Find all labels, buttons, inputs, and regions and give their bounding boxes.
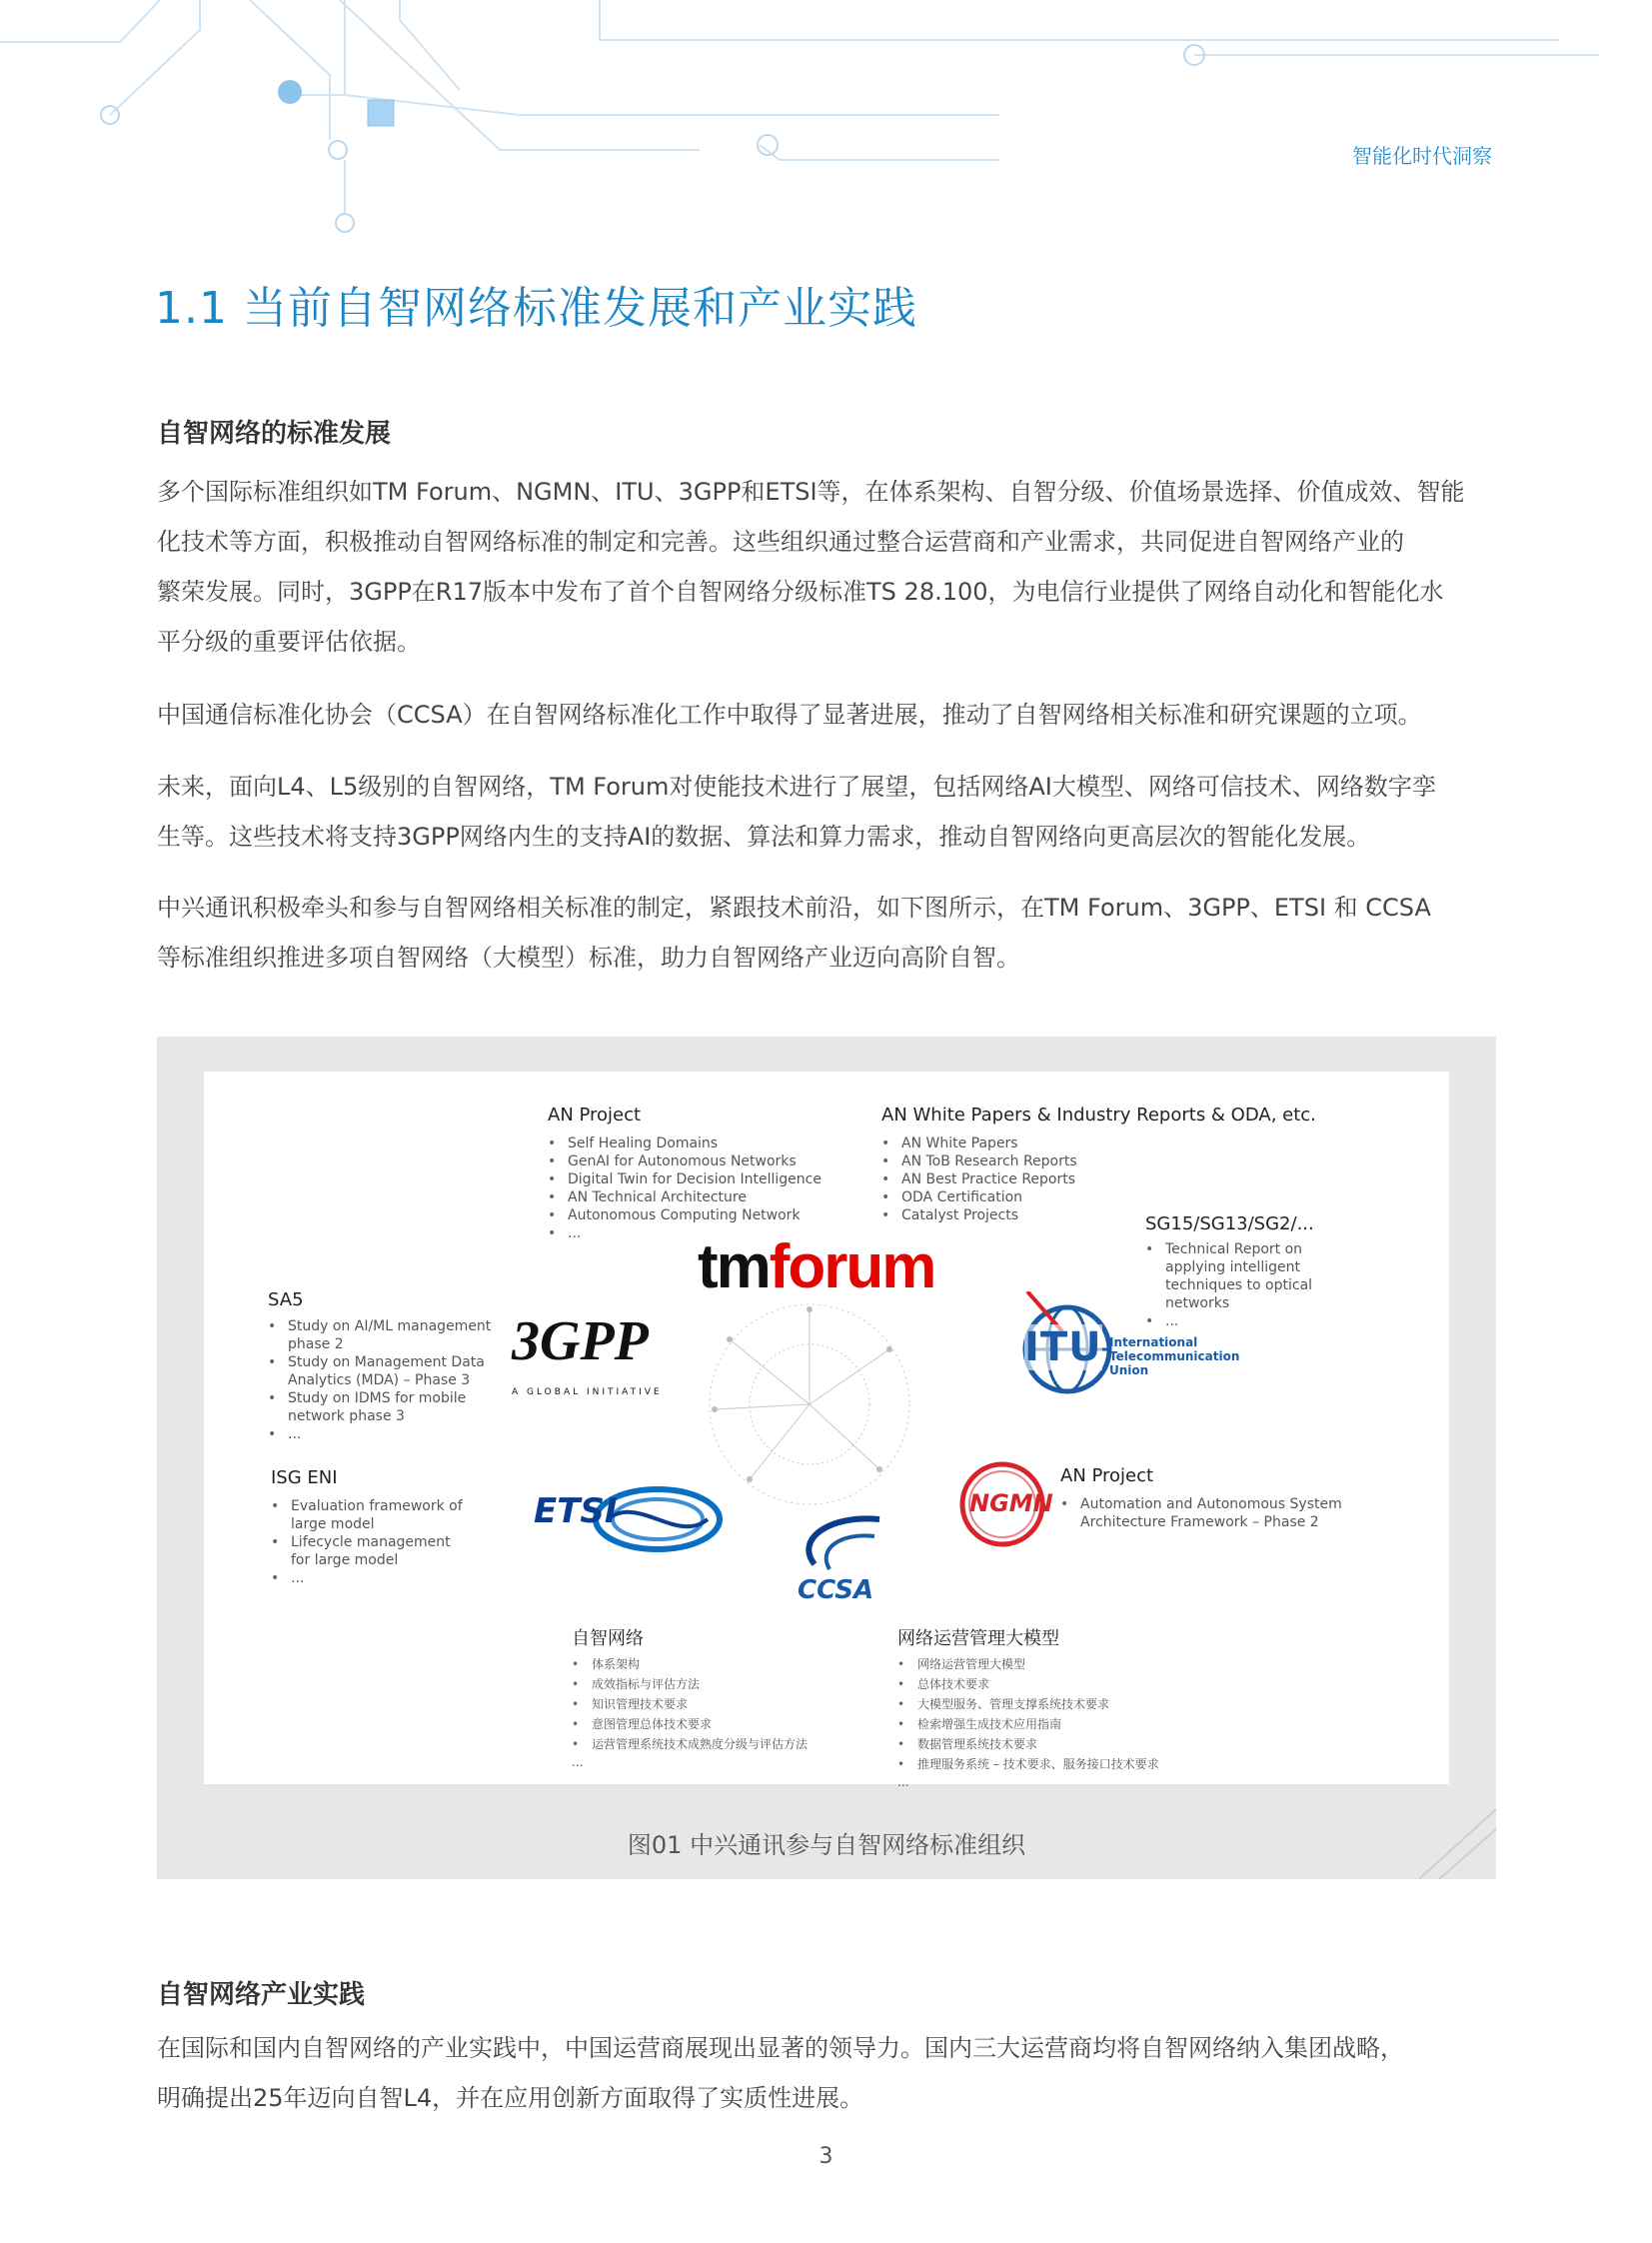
list-item: • ...: [548, 1224, 822, 1242]
list-item: • Digital Twin for Decision Intelligence: [548, 1170, 822, 1188]
text-line: 繁荣发展。同时，3GPP在R17版本中发布了首个自智网络分级标准TS 28.100，为电信行业提供了网络自动化和智能化水: [157, 578, 1444, 606]
list-item: • ODA Certification: [881, 1188, 1077, 1206]
ccsa-an-title: 自智网络: [572, 1628, 644, 1649]
list-item: • 推理服务系统 – 技术要求、服务接口技术要求: [897, 1754, 1159, 1774]
text-line: Union: [1109, 1363, 1149, 1377]
itu-logo-text: ITU: [1024, 1324, 1102, 1370]
section-title: 1.1 当前自智网络标准发展和产业实践: [155, 283, 917, 334]
circuit-node: [329, 141, 347, 159]
ccsa-llm-title: 网络运营管理大模型: [897, 1628, 1059, 1649]
ngmn-logo-text: NGMN: [969, 1489, 1053, 1517]
tmf-project-title: AN Project: [548, 1105, 642, 1125]
3gpp-tagline: A GLOBAL INITIATIVE: [512, 1387, 663, 1397]
itu-full-name: [1109, 1335, 1239, 1377]
list-item: • AN Best Practice Reports: [881, 1170, 1077, 1188]
list-item: • 运营管理系统技术成熟度分级与评估方法: [572, 1734, 808, 1754]
tmf-project-list: [548, 1134, 822, 1242]
text-line: 明确提出25年迈向自智L4，并在应用创新方面取得了实质性进展。: [157, 2084, 864, 2112]
list-item: • ...: [1145, 1312, 1325, 1330]
list-item: • 知识管理技术要求: [572, 1694, 808, 1714]
list-item: • 大模型服务、管理支撑系统技术要求: [897, 1694, 1159, 1714]
list-item: • AN White Papers: [881, 1134, 1077, 1152]
practice-paragraph: [157, 2023, 1496, 2123]
list-item: • Study on IDMS for mobile network phase 3: [268, 1389, 498, 1425]
ngmn-project-title: AN Project: [1060, 1465, 1154, 1486]
tmf-papers-list: [881, 1134, 1077, 1224]
tmf-papers-title: AN White Papers & Industry Reports & ODA, etc.: [881, 1105, 1316, 1125]
list-item: • ...: [268, 1425, 498, 1443]
eni-title: ISG ENI: [271, 1467, 338, 1488]
list-item: • Autonomous Computing Network: [548, 1206, 822, 1224]
list-item: • Catalyst Projects: [881, 1206, 1077, 1224]
list-item: • 体系架构: [572, 1654, 808, 1674]
ngmn-project-list: [1060, 1495, 1350, 1531]
list-item: • 成效指标与评估方法: [572, 1674, 808, 1694]
ccsa-an-more: ...: [572, 1755, 584, 1769]
itu-title: SG15/SG13/SG2/...: [1145, 1213, 1314, 1234]
sa5-list: [268, 1317, 498, 1443]
text-line: 中兴通讯积极牵头和参与自智网络相关标准的制定，紧跟技术前沿，如下图所示，在TM Forum、3GPP、ETSI 和 CCSA: [157, 894, 1431, 922]
ccsa-swoosh-icon: [790, 1514, 884, 1574]
list-item: • Automation and Autonomous System Architecture Framework – Phase 2: [1060, 1495, 1350, 1531]
list-item: • Self Healing Domains: [548, 1134, 822, 1152]
list-item: • GenAI for Autonomous Networks: [548, 1152, 822, 1170]
sa5-title: SA5: [268, 1289, 304, 1310]
text-line: 在国际和国内自智网络的产业实践中，中国运营商展现出显著的领导力。国内三大运营商均将自智网络纳入集团战略，: [157, 2034, 1404, 2062]
text-line: 平分级的重要评估依据。: [157, 628, 421, 656]
list-item: • 检索增强生成技术应用指南: [897, 1714, 1159, 1734]
standards-heading: 自智网络的标准发展: [157, 419, 392, 449]
itu-list: [1145, 1240, 1325, 1330]
etsi-logo-text: ETSI: [534, 1491, 618, 1531]
circuit-square: [368, 100, 394, 126]
circuit-node: [278, 80, 302, 104]
ccsa-logo-text: CCSA: [798, 1575, 874, 1605]
text-line: 等标准组织推进多项自智网络（大模型）标准，助力自智网络产业迈向高阶自智。: [157, 944, 1020, 972]
list-item: • Evaluation framework of large model: [271, 1497, 471, 1533]
standards-paragraph-4: [157, 883, 1496, 983]
list-item: • Study on AI/ML management phase 2: [268, 1317, 498, 1353]
3gpp-logo: 3GPP: [512, 1310, 649, 1372]
page-number: 3: [819, 2144, 833, 2169]
circuit-node: [336, 214, 354, 232]
list-item: • Technical Report on applying intelligent techniques to optical networks: [1145, 1240, 1325, 1312]
text-line: 生等。这些技术将支持3GPP网络内生的支持AI的数据、算法和算力需求，推动自智网络向更高层次的智能化发展。: [157, 823, 1371, 851]
standards-paragraph-2: 中国通信标准化协会（CCSA）在自智网络标准化工作中取得了显著进展，推动了自智网络相关标准和研究课题的立项。: [157, 701, 1422, 729]
tmforum-logo: tmforum: [698, 1232, 935, 1301]
standards-paragraph-1: [157, 467, 1496, 667]
ccsa-llm-more: ...: [897, 1775, 909, 1789]
ccsa-an-list: [572, 1654, 808, 1754]
list-item: • Lifecycle management for large model: [271, 1533, 471, 1569]
list-item: • 意图管理总体技术要求: [572, 1714, 808, 1734]
eni-list: [271, 1497, 471, 1587]
practice-heading: 自智网络产业实践: [157, 1980, 366, 2010]
figure-caption: 图01 中兴通讯参与自智网络标准组织: [627, 1831, 1026, 1859]
header-tag: 智能化时代洞察: [1352, 144, 1492, 168]
standards-paragraph-3: [157, 762, 1496, 862]
text-line: 化技术等方面，积极推动自智网络标准的制定和完善。这些组织通过整合运营商和产业需求，共同促进自智网络产业的: [157, 528, 1404, 556]
text-line: International: [1109, 1335, 1198, 1349]
ccsa-llm-list: [897, 1654, 1159, 1774]
list-item: • Study on Management Data Analytics (MDA) – Phase 3: [268, 1353, 498, 1389]
text-line: 多个国际标准组织如TM Forum、NGMN、ITU、3GPP和ETSI等，在体系架构、自智分级、价值场景选择、价值成效、智能: [157, 478, 1465, 506]
list-item: • 总体技术要求: [897, 1674, 1159, 1694]
list-item: • 网络运营管理大模型: [897, 1654, 1159, 1674]
text-line: 未来，面向L4、L5级别的自智网络，TM Forum对使能技术进行了展望，包括网络AI大模型、网络可信技术、网络数字孪: [157, 773, 1436, 801]
list-item: • ...: [271, 1569, 471, 1587]
circuit-decoration: [0, 0, 1652, 260]
list-item: • 数据管理系统技术要求: [897, 1734, 1159, 1754]
list-item: • AN ToB Research Reports: [881, 1152, 1077, 1170]
text-line: Telecommunication: [1109, 1349, 1240, 1363]
list-item: • AN Technical Architecture: [548, 1188, 822, 1206]
